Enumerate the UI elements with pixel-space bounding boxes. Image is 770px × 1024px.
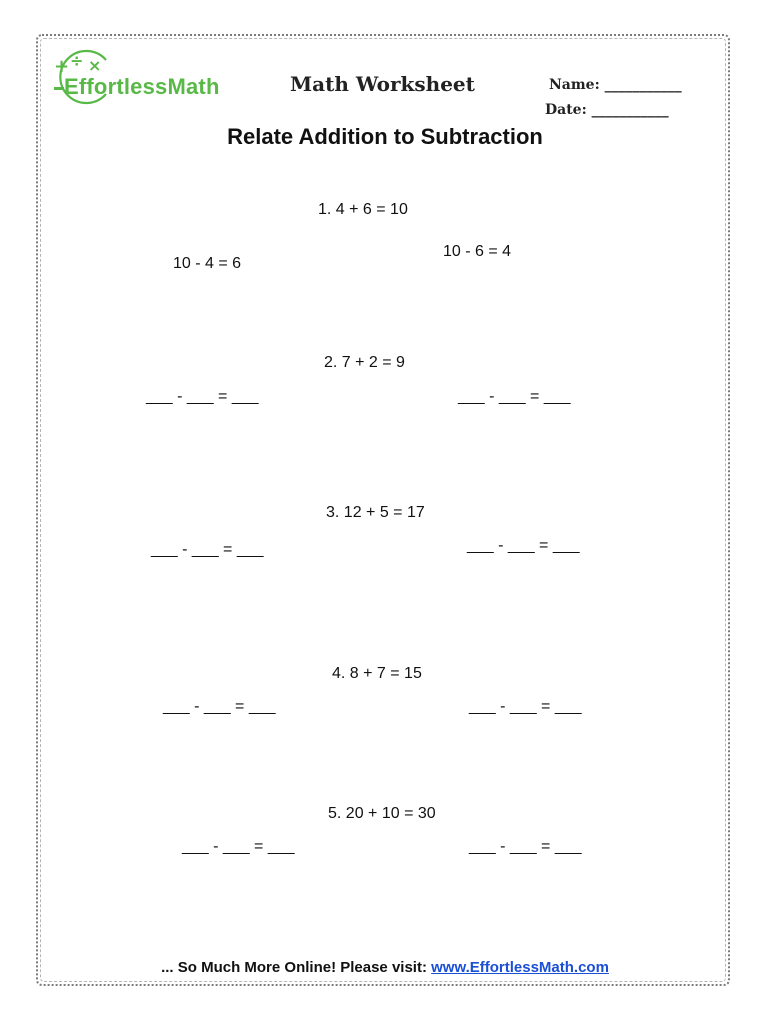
problem-5-left-blank: ___ - ___ = ___ xyxy=(182,838,295,855)
problem-5-equation: 5. 20 + 10 = 30 xyxy=(328,805,436,822)
date-field: Date: ___________ xyxy=(545,102,669,118)
times-icon: × xyxy=(88,56,102,75)
footer-link[interactable]: www.EffortlessMath.com xyxy=(431,959,609,976)
problem-2-right-blank: ___ - ___ = ___ xyxy=(458,388,571,405)
name-field: Name: ___________ xyxy=(549,77,682,93)
divide-icon: ÷ xyxy=(70,51,84,70)
problem-1-right-answer: 10 - 6 = 4 xyxy=(443,243,512,260)
problem-2-equation: 2. 7 + 2 = 9 xyxy=(324,354,405,371)
problem-3-right-blank: ___ - ___ = ___ xyxy=(467,537,580,554)
problem-3-left-blank: ___ - ___ = ___ xyxy=(151,541,264,558)
problem-4-left-blank: ___ - ___ = ___ xyxy=(163,698,276,715)
page-title: Relate Addition to Subtraction xyxy=(227,124,543,149)
problem-5-right-blank: ___ - ___ = ___ xyxy=(469,838,582,855)
plus-icon: + xyxy=(54,56,70,77)
problem-4-right-blank: ___ - ___ = ___ xyxy=(469,698,582,715)
footer xyxy=(0,959,770,976)
footer-text: ... So Much More Online! Please visit: xyxy=(161,959,432,976)
problem-2-left-blank: ___ - ___ = ___ xyxy=(146,388,259,405)
worksheet-title: Math Worksheet xyxy=(290,72,475,96)
problem-4-equation: 4. 8 + 7 = 15 xyxy=(332,665,422,682)
problem-3-equation: 3. 12 + 5 = 17 xyxy=(326,504,425,521)
problem-1-equation: 1. 4 + 6 = 10 xyxy=(318,201,408,218)
minus-icon xyxy=(54,87,64,90)
logo-text: EffortlessMath xyxy=(64,74,220,99)
problem-1-left-answer: 10 - 4 = 6 xyxy=(173,255,242,272)
